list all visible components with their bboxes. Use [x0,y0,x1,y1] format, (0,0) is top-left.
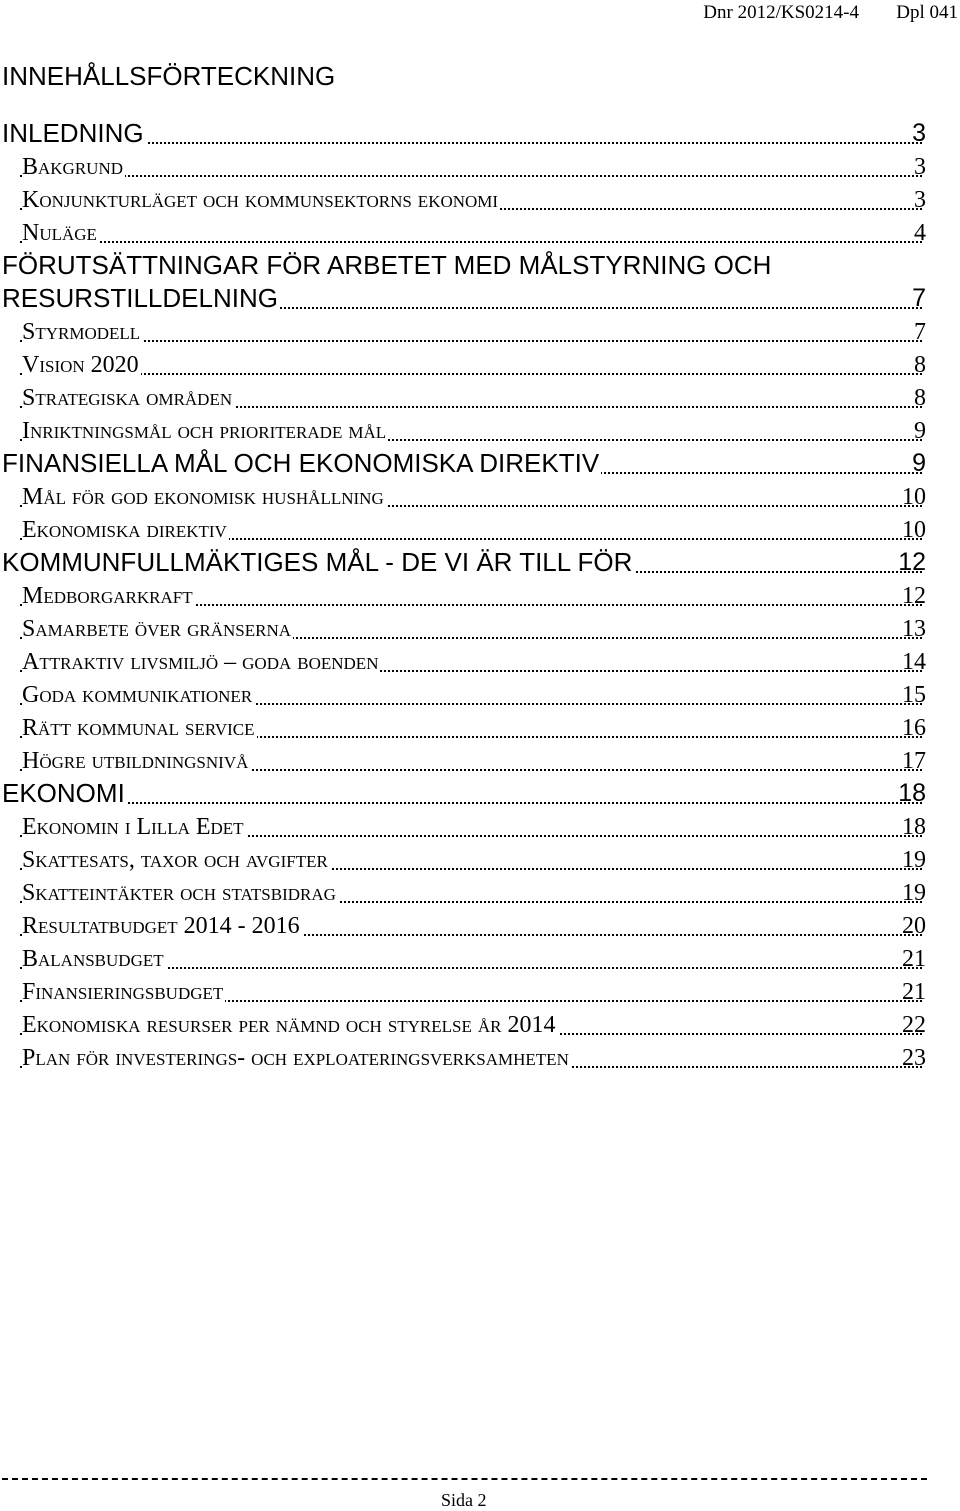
toc-entry-label: Balansbudget [22,946,164,972]
toc-entry-page: 14 [902,649,926,675]
toc-entry[interactable] [0,745,930,778]
toc-entry[interactable] [0,976,930,1009]
toc-entry-page: 3 [912,119,926,147]
toc-entry[interactable] [0,712,930,745]
toc-entry-label: Skattesats, taxor och avgifter [22,847,328,873]
toc-entry[interactable] [0,811,930,844]
toc-entry-label: Plan för investerings- och exploateringsverksamheten [22,1045,569,1071]
table-of-contents [0,118,930,1075]
toc-entry-label: Attraktiv livsmiljö – goda boenden [22,649,379,675]
toc-entry-label: Samarbete över gränserna [22,616,292,642]
toc-entry-page: 3 [914,187,926,213]
toc-entry-label: Goda kommunikationer [22,682,253,708]
toc-entry-page: 19 [902,880,926,906]
toc-entry[interactable] [0,778,930,811]
toc-entry[interactable] [0,448,930,481]
toc-entry-label: Bakgrund [22,154,124,180]
toc-entry[interactable] [0,151,930,184]
toc-entry-label: Ekonomin i Lilla Edet [22,814,244,840]
toc-entry-page: 9 [912,449,926,477]
toc-entry-label: Mål för god ekonomisk hushållning [22,484,384,510]
toc-entry-page: 22 [902,1012,926,1038]
page-number: Sida 2 [441,1490,487,1510]
toc-entry[interactable] [0,481,930,514]
toc-dot-leader [20,142,922,144]
document-number: Dnr 2012/KS0214-4 [703,2,859,23]
toc-entry-page: 21 [902,979,926,1005]
toc-entry-label-continued: RESURSTILLDELNING [2,283,278,313]
toc-entry-page: 7 [912,284,926,312]
toc-entry-label: Finansieringsbudget [22,979,224,1005]
toc-entry-page: 10 [902,484,926,510]
toc-entry-page: 15 [902,682,926,708]
toc-entry-page: 7 [914,319,926,345]
toc-entry-label: Skatteintäkter och statsbidrag [22,880,336,906]
toc-entry-label: EKONOMI [2,778,125,808]
toc-entry[interactable] [0,316,930,349]
toc-entry-label: FÖRUTSÄTTNINGAR FÖR ARBETET MED MÅLSTYRNING OCH [2,250,772,280]
toc-entry-label: KOMMUNFULLMÄKTIGES MÅL - DE VI ÄR TILL FÖR [2,547,633,577]
toc-entry-label: Nuläge [22,220,97,246]
toc-entry-page: 18 [902,814,926,840]
toc-entry[interactable] [0,1042,930,1075]
toc-entry-page: 20 [902,913,926,939]
toc-entry[interactable] [0,580,930,613]
toc-entry[interactable] [0,382,930,415]
toc-entry-label: INLEDNING [2,118,144,148]
footer-divider [2,1478,927,1480]
toc-entry[interactable] [0,250,930,316]
toc-entry-label: Ekonomiska resurser per nämnd och styrelse år 2014 [22,1012,556,1038]
toc-entry[interactable] [0,844,930,877]
toc-entry[interactable] [0,415,930,448]
document-part: Dpl 041 [896,2,958,23]
toc-entry-label: Strategiska områden [22,385,233,411]
toc-entry[interactable] [0,184,930,217]
toc-entry-label: Rätt kommunal service [22,715,255,741]
toc-entry-page: 12 [902,583,926,609]
toc-entry[interactable] [0,1009,930,1042]
toc-dot-leader [20,241,922,243]
toc-entry-label: Vision 2020 [22,352,139,378]
toc-entry-page: 21 [902,946,926,972]
toc-entry[interactable] [0,877,930,910]
toc-dot-leader [20,340,922,342]
toc-entry-page: 8 [914,352,926,378]
toc-entry[interactable] [0,613,930,646]
toc-entry-page: 10 [902,517,926,543]
toc-entry-label: Högre utbildningsnivå [22,748,249,774]
toc-dot-leader [20,802,922,804]
toc-entry-label: FINANSIELLA MÅL OCH EKONOMISKA DIREKTIV [2,448,600,478]
toc-entry-page: 12 [898,548,926,576]
toc-entry[interactable] [0,514,930,547]
toc-entry-page: 18 [898,779,926,807]
toc-entry-page: 3 [914,154,926,180]
toc-entry[interactable] [0,547,930,580]
toc-entry-page: 17 [902,748,926,774]
toc-entry[interactable] [0,910,930,943]
toc-dot-leader [20,373,922,375]
toc-entry-page: 8 [914,385,926,411]
toc-entry[interactable] [0,679,930,712]
toc-entry[interactable] [0,943,930,976]
toc-entry-page: 4 [914,220,926,246]
toc-entry[interactable] [0,217,930,250]
toc-entry[interactable] [0,646,930,679]
toc-entry-page: 16 [902,715,926,741]
toc-title: INNEHÅLLSFÖRTECKNING [2,61,336,91]
toc-entry-page: 19 [902,847,926,873]
toc-entry-label: Resultatbudget 2014 - 2016 [22,913,300,939]
toc-entry-label: Styrmodell [22,319,141,345]
toc-entry-label: Medborgarkraft [22,583,193,609]
toc-entry-page: 23 [902,1045,926,1071]
toc-entry-page: 9 [914,418,926,444]
toc-entry-label: Konjunkturläget och kommunsektorns ekonomi [22,187,499,213]
toc-entry[interactable] [0,349,930,382]
toc-entry-label: Ekonomiska direktiv [22,517,227,543]
toc-entry-label: Inriktningsmål och prioriterade mål [22,418,387,444]
toc-entry-page: 13 [902,616,926,642]
toc-dot-leader [20,175,922,177]
toc-entry[interactable] [0,118,930,151]
